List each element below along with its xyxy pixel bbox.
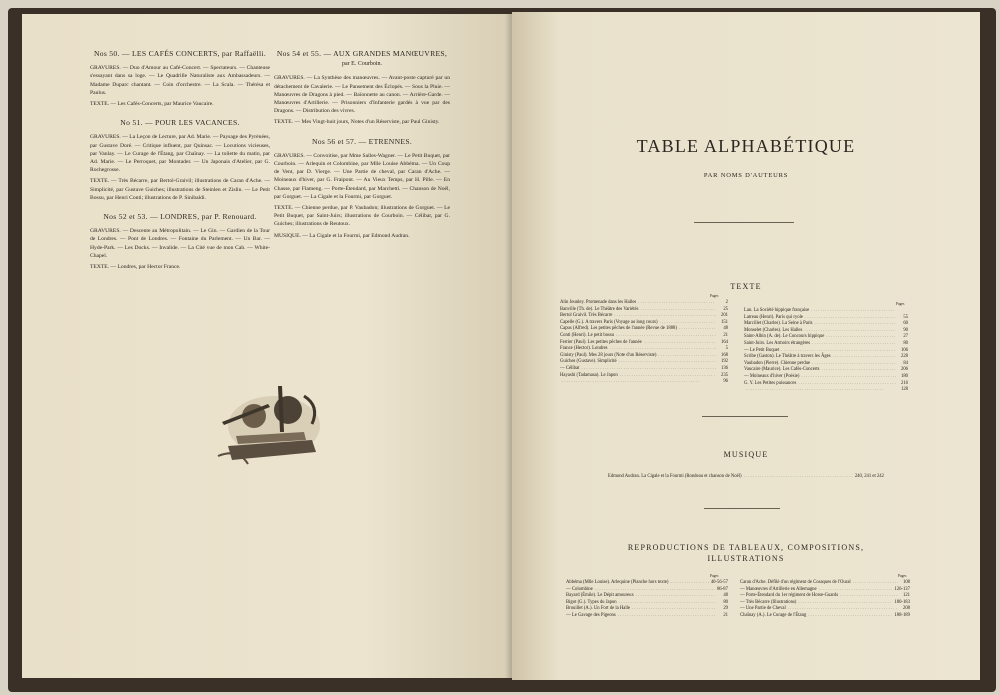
entry-page: 90 xyxy=(903,327,908,333)
entry-page: 228 xyxy=(900,354,908,360)
entry-page: 108 xyxy=(902,580,910,585)
pages-label: Pages xyxy=(896,302,905,306)
dot-leader xyxy=(746,387,896,394)
index-row xyxy=(560,313,728,320)
gravures-list: GRAVURES. — Descente au Métropolitain. — Le Gin. — Gardien de la Tour de Londres. — Pont de Londres. — Fontaine du Parlement. — Un Bar. — Hyde-Park. — Les Docks. — Invalide. — La Cité vue de mon Cab. — White-Chapel. xyxy=(90,228,270,259)
entry-name: Abbéma (Mlle Louise). Arlequine (Planche hors texte) xyxy=(566,580,669,585)
entry-name: Monselet (Charles). Les Halles xyxy=(744,327,803,333)
dot-leader xyxy=(636,593,716,600)
index-row xyxy=(560,373,728,380)
entry-name: Caran d'Ache. Défilé d'un régiment de Cosaques de l'Oural xyxy=(740,580,851,585)
entry-page: 86-87 xyxy=(717,586,728,592)
entry-page: 2 xyxy=(725,300,728,305)
index-row xyxy=(744,328,908,335)
entry-page: 128 xyxy=(900,387,908,393)
gravures-list: GRAVURES. — Duo d'Amour au Café-Concert. — Spectateurs. — Chanteuse s'essayant dans sa loge. — Le Quadrille Naturaliste aux Ambassadeurs. — Madame Duparc chantant. — Coin d'orchestre. — La Scala. — Thérésa et Paulus. xyxy=(90,65,270,96)
entry-page: 29 xyxy=(723,606,728,612)
index-row xyxy=(744,308,908,315)
gravures-list: GRAVURES. — Convoitise, par Mme Salles-Wagner. — Le Petit Buquet, par Courboin. — Arlequin et Colombine, par Mlle Louise Abbéma. — Un Coup de Vent, par D. Vierge. — Une Partie de cheval, par Caran d'Ache. — Moineaux d'hiver, par G. Fraipont. — Au Vieux Temps, par H. Pille. — En Chasse, par Flameng. — Porte-Étendard, par Marchetti. — Chanson de Noël, par Gorguet. — La Cigale et la Fourmi, par Gorguet. xyxy=(274,152,450,200)
entry-name: — Le Petit Buquet xyxy=(744,347,780,353)
section-heading: No 51. — POUR LES VACANCES. xyxy=(120,118,240,128)
entry-name: Bayard (Émile). Le Dépit amoureux xyxy=(566,593,634,599)
dot-leader xyxy=(670,580,708,587)
index-row xyxy=(740,613,910,620)
texte-heading: TEXTE xyxy=(730,282,762,291)
entry-name: Marcillet (Charles). La Seine à Paris xyxy=(744,321,813,327)
divider xyxy=(694,222,794,223)
entry-page: 206 xyxy=(900,367,908,373)
entry-name: Bigot (G.). Types du Japon xyxy=(566,599,617,605)
index-row xyxy=(560,326,728,333)
entry-name: Lan. La Société hippique française xyxy=(744,308,810,313)
divider xyxy=(702,416,788,417)
dot-leader xyxy=(822,367,897,374)
index-row xyxy=(560,307,728,314)
entry-name: Vaubadon (Pierre). Chienne perdue xyxy=(744,360,811,366)
texte-line: TEXTE. — Mes Vingt-huit jours, Notes d'un Réserviste, par Paul Ginisty. xyxy=(274,119,440,126)
entry-page: 208 xyxy=(902,606,910,612)
entry-name: Saint-Albin (A. de). Le Concours hippique xyxy=(744,334,825,340)
entry-page: 164 xyxy=(720,339,728,345)
decorative-vignette xyxy=(208,376,332,468)
index-subtitle: PAR NOMS D'AUTEURS xyxy=(703,172,789,179)
index-title: TABLE ALPHABÉTIQUE xyxy=(636,136,856,156)
entry-page: 48 xyxy=(723,593,728,599)
index-row xyxy=(744,361,908,368)
index-row xyxy=(560,359,728,366)
entry-page: 188-189 xyxy=(894,612,910,618)
dot-leader xyxy=(616,333,716,340)
index-row xyxy=(744,387,908,394)
dot-leader xyxy=(853,580,898,587)
entry-page: 106 xyxy=(900,347,908,353)
dot-leader xyxy=(826,334,896,341)
entry-page: 235 xyxy=(720,372,728,378)
dot-leader xyxy=(812,341,896,348)
entry-name: Banville (Th. de). Le Théâtre des Variétés xyxy=(560,306,639,312)
entry-page: 55 xyxy=(903,314,908,320)
entry-page: 60 xyxy=(903,321,908,327)
entry-name: Chaînay (A.). Le Curage de l'Étang xyxy=(740,612,807,618)
index-row xyxy=(566,593,728,600)
entry-page: 192 xyxy=(720,359,728,365)
gravures-list: GRAVURES. — La Leçon de Lecture, par Ad. Marie. — Paysage des Pyrénées, par Gustave Doré. — Critique influent, par Quinsac. — Locutions vicieuses, par Vanlay. — Le Curage de l'Étang, par Chaînay. — La toilette du matin, par Ad. Marie. — Le Perroquet, par Montader. — Un Japonais d'Atelier, par G. Rochegrosse. xyxy=(90,134,270,174)
index-row xyxy=(744,354,908,361)
entry-page: 96 xyxy=(723,379,728,385)
index-row xyxy=(560,340,728,347)
pages-label: Pages xyxy=(898,574,907,578)
entry-name: Edmond Audran. La Cigale et la Fourmi (Rondeau et chanson de Noël) xyxy=(608,474,742,479)
index-row xyxy=(560,353,728,360)
section-author: par E. Courboin. xyxy=(342,61,382,68)
gravures-list: GRAVURES. — La Synthèse des manœuvres. — Avant-poste capturé par un détachement de Cavalerie. — Le Pansement des Éclopés. — Sous la Pluie. — Manœuvres de Dragons à pied. — Baïonnette au canon. — Arrière-Garde. — Manœuvres d'Artillerie. — Prisonniers d'Infanterie gardés à vue par des Dragons. — Distribution des vivres. xyxy=(274,75,450,115)
author-index-left xyxy=(560,300,728,386)
dot-leader xyxy=(840,593,898,600)
entry-name: Conti (Henri). Le petit bossu xyxy=(560,332,615,338)
index-row xyxy=(566,606,728,613)
index-row xyxy=(566,580,728,587)
index-row xyxy=(566,613,728,620)
entry-page: 136 xyxy=(720,365,728,371)
entry-name: Ginisty (Paul). Mes 28 jours (Note d'un Réserviste) xyxy=(560,352,657,358)
reproductions-index-right xyxy=(740,580,910,620)
musique-entry xyxy=(608,474,884,481)
index-row xyxy=(560,379,728,386)
index-row xyxy=(608,474,884,481)
dot-leader xyxy=(808,613,892,620)
left-page xyxy=(22,14,512,678)
dot-leader xyxy=(805,315,896,322)
dot-leader xyxy=(638,300,716,307)
entry-name: Vaucaire (Maurice). Les Cafés-Concerts xyxy=(744,367,820,373)
entry-page: 151 xyxy=(720,319,728,325)
index-row xyxy=(740,593,910,600)
entry-name: Guiches (Gustave). Simplicité xyxy=(560,359,617,365)
dot-leader xyxy=(679,326,716,333)
dot-leader xyxy=(798,381,896,388)
texte-line: TEXTE. — Les Cafés-Concerts, par Maurice Vaucaire. xyxy=(90,101,214,108)
entry-page: 27 xyxy=(903,334,908,340)
entry-page: 84 xyxy=(903,360,908,366)
dot-leader xyxy=(581,366,716,373)
index-row xyxy=(740,580,910,587)
entry-page: 25 xyxy=(723,306,728,312)
dot-leader xyxy=(620,373,716,380)
entry-page: 180 xyxy=(900,373,908,379)
entry-page: 126-137 xyxy=(894,586,910,592)
entry-name: Ferrier (Paul). Les petites pêches de l'année xyxy=(560,339,642,345)
dot-leader xyxy=(614,313,716,320)
dot-leader xyxy=(562,379,716,386)
entry-name: — Moineaux d'hiver (Poésie) xyxy=(744,373,800,379)
entry-name: Alin Jeunley. Promenade dans les Halles xyxy=(560,300,637,305)
index-row xyxy=(566,600,728,607)
index-row xyxy=(744,341,908,348)
entry-name: France (Hector). Londres xyxy=(560,346,608,352)
entry-name: — Porte-Étendard du 1er régiment de Horse-Guards xyxy=(740,593,839,599)
entry-page: 5 xyxy=(725,346,728,352)
entry-name: Capus (Alfred). Les petites pêches de l'année (Revue de 1888) xyxy=(560,326,677,332)
entry-page: 48 xyxy=(723,326,728,332)
entry-page: 80 xyxy=(903,340,908,346)
index-row xyxy=(560,320,728,327)
entry-page xyxy=(898,308,908,315)
index-row xyxy=(744,381,908,388)
entry-name: — Très Bécarre (Illustrations) xyxy=(740,599,797,605)
index-row xyxy=(740,606,910,613)
dot-leader xyxy=(811,308,896,315)
entry-name: — Colombine xyxy=(566,586,593,592)
index-row xyxy=(744,374,908,381)
entry-name: — Célibat xyxy=(560,365,580,371)
entry-name: Saint-Juirs. Les Armoirs étrangères xyxy=(744,340,811,346)
index-row xyxy=(744,334,908,341)
dot-leader xyxy=(660,320,716,327)
dot-leader xyxy=(618,613,716,620)
entry-page: 40-56-57 xyxy=(710,580,728,585)
index-row xyxy=(744,367,908,374)
entry-page: 216 xyxy=(900,380,908,386)
reproductions-heading: REPRODUCTIONS DE TABLEAUX, COMPOSITIONS, ILLUSTRATIONS xyxy=(627,543,865,563)
dot-leader xyxy=(744,474,853,481)
entry-name: Hayashi (Tadamasa). Le Japon xyxy=(560,372,618,378)
left-column-2 xyxy=(274,50,450,243)
pages-label: Pages xyxy=(710,294,719,298)
dot-leader xyxy=(798,600,892,607)
entry-page: 180-183 xyxy=(894,599,910,605)
left-column-1 xyxy=(90,50,270,274)
entry-name: — Le Gavage des Pigeons xyxy=(566,612,616,618)
index-row xyxy=(744,321,908,328)
reproductions-index-left xyxy=(566,580,728,620)
index-row xyxy=(560,333,728,340)
entry-name: Brouillet (A.). Un Fort de la Halle xyxy=(566,606,631,612)
dot-leader xyxy=(632,606,716,613)
musique-heading: MUSIQUE xyxy=(723,450,769,459)
dot-leader xyxy=(619,359,716,366)
entry-name: Capelle (G.). A travers Paris (Voyage au long cours) xyxy=(560,319,658,325)
section-heading: Nos 52 et 53. — LONDRES, par P. Renouard. xyxy=(103,212,257,222)
texte-line: TEXTE. — Chienne perdue, par P. Vaubadon; illustrations de Gorguet. — Le Petit Buquet, par Saint-Juirs; illustrations de Courboin. — Célibat, par G. Guiches; illustrations de Reutoux. xyxy=(274,205,450,228)
entry-page: 21 xyxy=(723,612,728,618)
dot-leader xyxy=(619,600,716,607)
section-heading: Nos 50. — LES CAFÉS CONCERTS, par Raffaëlli. xyxy=(93,49,267,58)
entry-page: 21 xyxy=(723,332,728,338)
divider xyxy=(704,508,780,509)
texte-line: TEXTE. — Très Bécarre, par Bertol-Graivil; illustrations de Caran d'Ache. — Simplicité, par Gustave Guiches; illustrations de Steinlen et Zislin. — Le Petit Bossu, par Henri Conti; illustrations de P. Sinibaldi. xyxy=(90,178,270,201)
section-heading: Nos 54 et 55. — AUX GRANDES MANŒUVRES, xyxy=(276,49,448,58)
index-row xyxy=(560,366,728,373)
index-row xyxy=(560,346,728,353)
index-row xyxy=(744,315,908,322)
entry-name: Latreau (Henri). Paris qui ryole xyxy=(744,314,803,320)
entry-page: 240, 241 et 242 xyxy=(854,474,884,479)
entry-name: — Manœuvres d'Artillerie en Allemagne xyxy=(740,586,817,592)
entry-page: 201 xyxy=(720,313,728,319)
dot-leader xyxy=(804,328,896,335)
entry-name: Bertol Graivil. Très Bécarre xyxy=(560,313,613,319)
dot-leader xyxy=(610,346,716,353)
pages-label: Pages xyxy=(710,574,719,578)
entry-name: G. Y. Les Petites puissances xyxy=(744,380,797,386)
entry-page: 80 xyxy=(723,599,728,605)
musique-line: MUSIQUE. — La Cigale et la Fourmi, par Edmond Audran. xyxy=(274,232,410,239)
dot-leader xyxy=(658,353,716,360)
author-index-right xyxy=(744,308,908,394)
entry-name: — Une Partie de Cheval xyxy=(740,606,786,612)
index-row xyxy=(560,300,728,307)
dot-leader xyxy=(833,354,896,361)
dot-leader xyxy=(814,321,896,328)
dot-leader xyxy=(640,307,716,314)
texte-line: TEXTE. — Londres, par Hector France. xyxy=(90,264,181,271)
entry-page: 121 xyxy=(902,593,910,599)
dot-leader xyxy=(801,374,896,381)
entry-name: Scribe (Gaston). Le Théâtre à travers les Âges xyxy=(744,354,831,360)
dot-leader xyxy=(644,340,716,347)
dot-leader xyxy=(812,361,896,368)
index-row xyxy=(740,600,910,607)
entry-page: 168 xyxy=(720,352,728,358)
dot-leader xyxy=(788,606,898,613)
section-heading: Nos 56 et 57. — ETRENNES. xyxy=(311,136,413,146)
right-page xyxy=(512,12,980,680)
